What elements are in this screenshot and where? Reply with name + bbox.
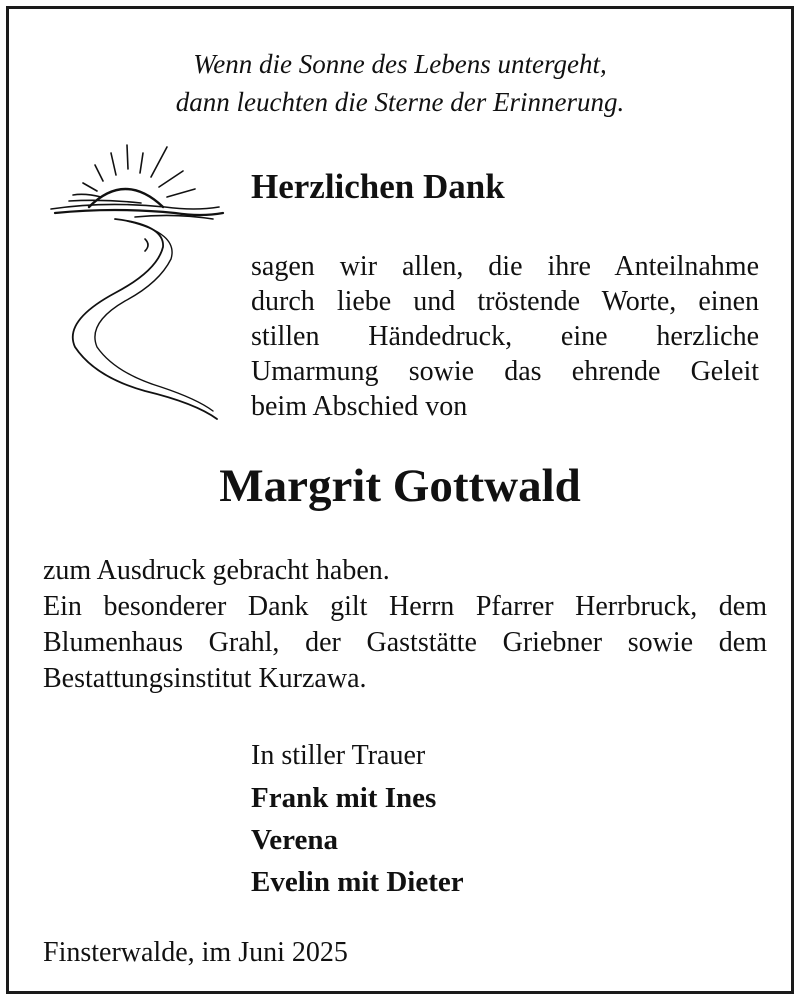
mourner-names [251,777,464,903]
body-line: Ein besonderer Dank gilt Herrn Pfarrer Herrbruck, dem [43,591,767,622]
thanks-line: stillen Händedruck, eine herzliche [251,321,759,352]
mourning-intro: In stiller Trauer [251,740,426,771]
deceased-name: Margrit Gottwald [219,460,581,512]
thanks-line: sagen wir allen, die ihre Anteilnahme [251,251,759,282]
place-date: Finsterwalde, im Juni 2025 [43,937,348,968]
motto-line-1: Wenn die Sonne des Lebens untergeht, [193,49,607,79]
sunset-path-icon [45,141,225,423]
heading-thanks: Herzlichen Dank [251,167,505,206]
motto [9,45,791,121]
thanks-line: durch liebe und tröstende Worte, einen [251,286,759,317]
body-line: zum Ausdruck gebracht haben. [43,555,390,586]
motto-line-2: dann leuchten die Sterne der Erinnerung. [175,87,625,117]
mourner-name: Evelin mit Dieter [251,866,464,898]
thanks-paragraph [251,249,759,424]
mourner-name: Frank mit Ines [251,782,437,814]
body-paragraph [43,553,767,697]
mourners-block [251,735,464,903]
body-line: Blumenhaus Grahl, der Gaststätte Griebner sowie dem [43,627,767,658]
obituary-card [6,6,794,994]
thanks-line: Umarmung sowie das ehrende Geleit [251,356,759,387]
mourner-name: Verena [251,824,338,856]
thanks-line: beim Abschied von [251,391,468,422]
body-line: Bestattungsinstitut Kurzawa. [43,663,367,694]
